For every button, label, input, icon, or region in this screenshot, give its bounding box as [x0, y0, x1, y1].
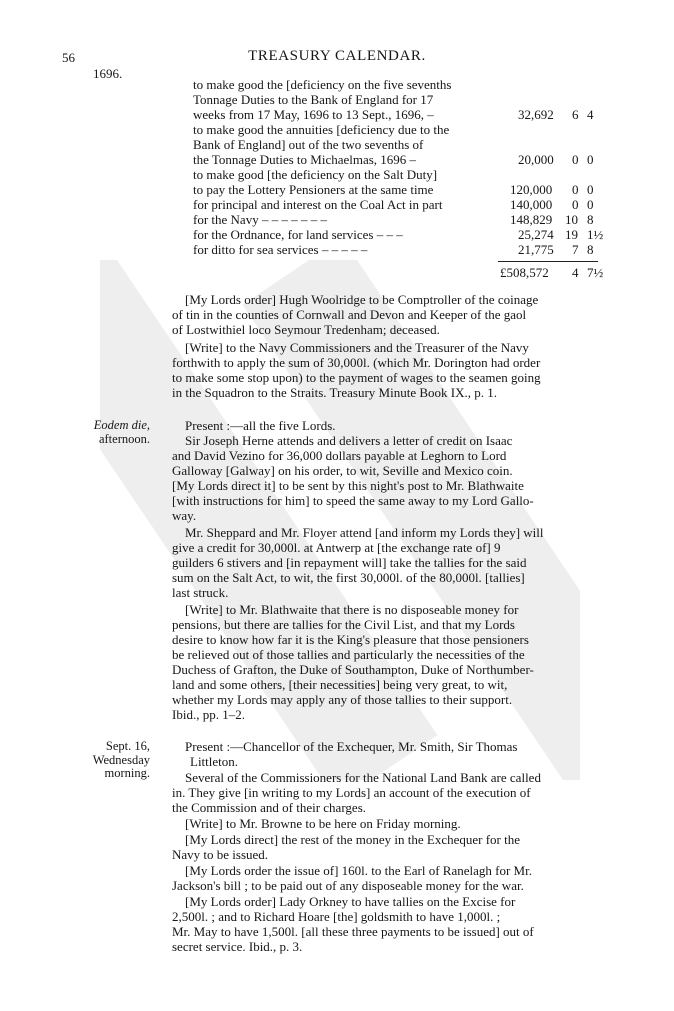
paragraph-line: Duchess of Grafton, the Duke of Southampton, Duke of Northumber- — [172, 662, 534, 677]
paragraph-line: [My Lords direct it] to be sent by this night's post to Mr. Blathwaite — [172, 478, 524, 493]
paragraph-line: [Write] to Mr. Blathwaite that there is no disposeable money for — [185, 602, 519, 617]
paragraph-line: Galloway [Galway] on his order, to wit, Seville and Mexico coin. — [172, 463, 513, 478]
paragraph-line: [with instructions for him] to speed the same away to my Lord Gallo- — [172, 493, 534, 508]
paragraph-line: sum on the Salt Act, to wit, the first 30,000l. of the 80,000l. [tallies] — [172, 570, 525, 585]
paragraph-line: of Lostwithiel loco Seymour Tredenham; deceased. — [172, 322, 440, 337]
paragraph-line: forthwith to apply the sum of 30,000l. (which Mr. Dorington had order — [172, 355, 541, 370]
paragraph-line: and David Vezino for 36,000 dollars payable at Leghorn to Lord — [172, 448, 507, 463]
paragraph-line: Jackson's bill ; to be paid out of any disposeable money for the war. — [172, 878, 524, 893]
year-marginal: 1696. — [93, 66, 123, 81]
paragraph-line: [Write] to Mr. Browne to be here on Friday morning. — [185, 816, 461, 831]
paragraph-line: Ibid., pp. 1–2. — [172, 707, 245, 722]
paragraph-line: whether my Lords may apply any of those tallies to their support. — [172, 692, 513, 707]
paragraph-line: [My Lords order the issue of] 160l. to the Earl of Ranelagh for Mr. — [185, 863, 532, 878]
account-line: to make good [the deficiency on the Salt Duty] — [193, 167, 438, 182]
paragraph-line: desire to know how far it is the King's pleasure that those pensioners — [172, 632, 529, 647]
paragraph-line: Mr. Sheppard and Mr. Floyer attend [and inform my Lords they] will — [185, 525, 544, 540]
paragraph-line: in. They give [in writing to my Lords] an account of the execution of — [172, 785, 531, 800]
paragraph-line: Present :—Chancellor of the Exchequer, Mr. Smith, Sir Thomas — [185, 739, 518, 754]
account-line: to pay the Lottery Pensioners at the same time — [193, 182, 434, 197]
account-line: the Tonnage Duties to Michaelmas, 1696 – — [193, 152, 417, 167]
page-number: 56 — [62, 50, 75, 65]
paragraph-line: Navy to be issued. — [172, 847, 269, 862]
paragraph-line: [Write] to the Navy Commissioners and the Treasurer of the Navy — [185, 340, 529, 355]
paragraph-line: be relieved out of those tallies and particularly the necessities of the — [172, 647, 525, 662]
paragraph-line: Present :—all the five Lords. — [185, 418, 336, 433]
paragraph-line: give a credit for 30,000l. at Antwerp at [the exchange rate of] 9 — [172, 540, 501, 555]
paragraph-line: Sir Joseph Herne attends and delivers a letter of credit on Isaac — [185, 433, 513, 448]
paragraph-line: Several of the Commissioners for the National Land Bank are called — [185, 770, 541, 785]
account-line: Tonnage Duties to the Bank of England for 17 — [193, 92, 434, 107]
paragraph-line: Mr. May to have 1,500l. [all these three payments to be issued] out of — [172, 924, 534, 939]
paragraph-line: guilders 6 stivers and [in repayment will] take the tallies for the said — [172, 555, 527, 570]
account-line: to make good the [deficiency on the five sevenths — [193, 77, 452, 92]
marginal-note-eodem: Eodem die, afternoon. — [93, 418, 150, 446]
paragraph-line: to make some stop upon) to the payment of wages to the seamen going — [172, 370, 541, 385]
account-line: Bank of England] out of the two sevenths of — [193, 137, 424, 152]
marginal-note-sept16: Sept. 16, Wednesday morning. — [92, 739, 150, 780]
account-line: weeks from 17 May, 1696 to 13 Sept., 1696, – — [193, 107, 434, 122]
paragraph-line: of tin in the counties of Cornwall and Devon and Keeper of the gaol — [172, 307, 527, 322]
paragraph-line: land and some others, [their necessities] being very great, to wit, — [172, 677, 508, 692]
paragraph-line: last struck. — [172, 585, 229, 600]
paragraph-line: [My Lords order] Lady Orkney to have tallies on the Excise for — [185, 894, 516, 909]
paragraph-line: [My Lords order] Hugh Woolridge to be Comptroller of the coinage — [185, 292, 539, 307]
paragraph-line: way. — [172, 508, 197, 523]
paragraph-line: Littleton. — [190, 754, 239, 769]
account-line: to make good the annuities [deficiency due to the — [193, 122, 450, 137]
account-line: for the Ordnance, for land services – – – — [193, 227, 403, 242]
account-line: for ditto for sea services – – – – – — [193, 242, 368, 257]
paragraph-line: in the Squadron to the Straits. Treasury Minute Book IX., p. 1. — [172, 385, 497, 400]
paragraph-line: pensions, but there are tallies for the Civil List, and that my Lords — [172, 617, 515, 632]
total-rule — [498, 261, 598, 262]
account-line: for the Navy – – – – – – – — [193, 212, 327, 227]
paragraph-line: secret service. Ibid., p. 3. — [172, 939, 303, 954]
paragraph-line: [My Lords direct] the rest of the money in the Exchequer for the — [185, 832, 520, 847]
paragraph-line: 2,500l. ; and to Richard Hoare [the] goldsmith to have 1,000l. ; — [172, 909, 501, 924]
paragraph-line: the Commission and of their charges. — [172, 800, 367, 815]
running-header: TREASURY CALENDAR. — [248, 48, 426, 64]
account-line: for principal and interest on the Coal Act in part — [193, 197, 443, 212]
